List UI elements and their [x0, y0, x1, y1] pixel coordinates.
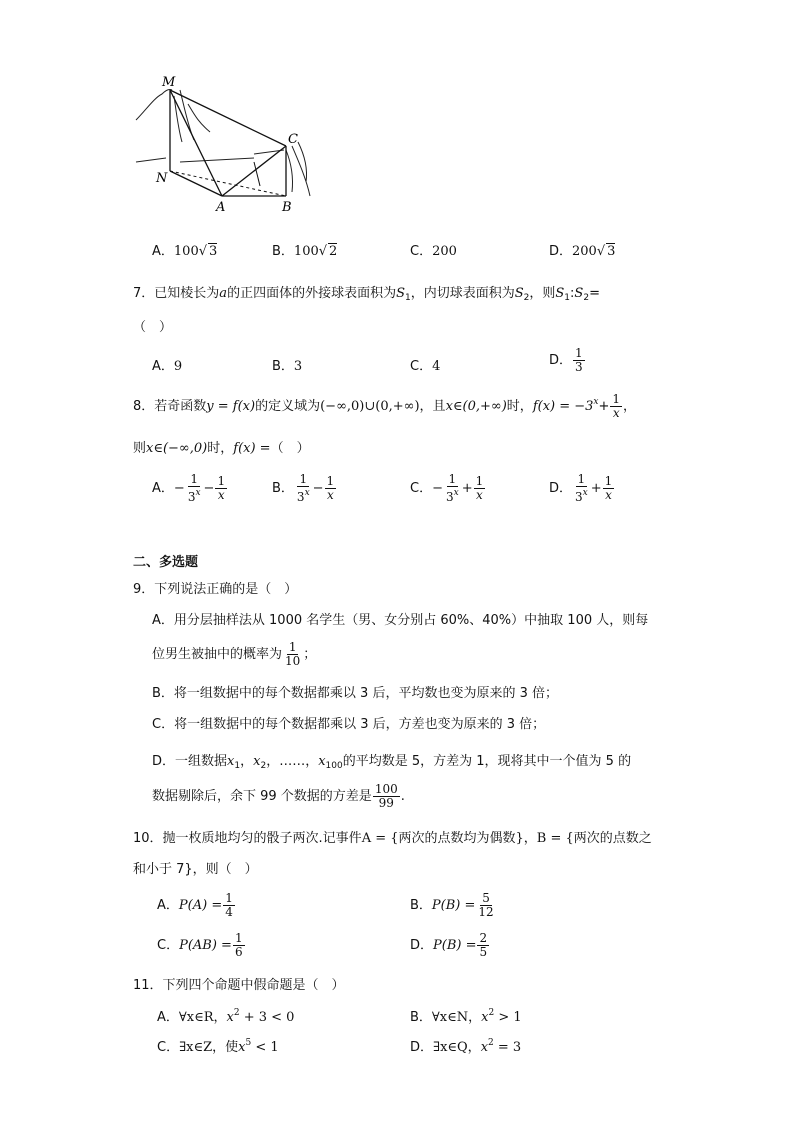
q8-stem-line1: 8．若奇函数y = f(x)的定义域为(−∞,0)∪(0,+∞)，且x∈(0,+∞)时，$f(x) = -3^x+$ $\frac{1}{x}$ ，	[133, 392, 637, 420]
geometry-figure	[128, 70, 328, 215]
q6-option-c[interactable]: C．200	[410, 244, 457, 259]
fraction: $\frac{1}{3}$	[575, 346, 583, 374]
option-letter: A．	[152, 244, 174, 259]
section-title: 二、多选题	[133, 555, 199, 570]
fraction: $\frac{1}{x}$	[612, 392, 621, 420]
q6-option-a[interactable]: A．100√ 3	[152, 244, 218, 259]
label-A: A	[216, 200, 226, 215]
q11-option-c[interactable]: C．∃x∈Z，使$x^5 < 1$	[157, 1038, 279, 1055]
q10-stem-line1: 10．抛一枚质地均匀的骰子两次.记事件A = {两次的点数均为偶数}，B = {两次的点数之	[133, 831, 652, 846]
q10-option-b[interactable]: B．P(B) = $\frac{5}{12}$	[410, 891, 494, 919]
option-letter: C．	[410, 244, 433, 259]
horizon-line	[136, 150, 284, 162]
q8-option-a[interactable]: A．− $\frac{1}{3^x}$ − $\frac{1}{x}$	[152, 472, 226, 504]
q11-option-b[interactable]: B．∀x∈N，$x^2 > 1$	[410, 1008, 522, 1025]
q10-option-d[interactable]: D．P(B) = $\frac{2}{5}$	[410, 931, 488, 959]
q7-paren: （ ）	[133, 320, 173, 335]
q7-option-d[interactable]: D． $\frac{1}{3}$	[549, 346, 583, 374]
label-M: M	[162, 75, 176, 90]
label-C: C	[288, 132, 298, 147]
label-N: N	[156, 171, 168, 186]
sqrt-symbol: √	[318, 244, 328, 259]
q9-option-d-line1[interactable]: D．一组数据$x_1$，$x_2$，……，$x_{100}$的平均数是 5，方差为 1，现将其中一个值为 5 的	[152, 754, 632, 771]
q7-option-a[interactable]: A．9	[152, 359, 183, 374]
q11-option-a[interactable]: A．∀x∈R，$x^2 + 3 < 0$	[157, 1008, 295, 1025]
q11-stem: 11．下列四个命题中假命题是（ ）	[133, 978, 345, 993]
q9-stem: 9．下列说法正确的是（ ）	[133, 582, 298, 597]
q7-stem: 7．已知棱长为a的正四面体的外接球表面积为$S_1$，内切球表面积为$S_2$，则$S_1:S_2=$	[133, 286, 600, 303]
q9-option-b[interactable]: B．将一组数据中的每个数据都乘以 3 后，平均数也变为原来的 3 倍；	[152, 686, 558, 701]
q8-option-d[interactable]: D． $\frac{1}{3^x}$ + $\frac{1}{x}$	[549, 472, 613, 504]
q8-option-c[interactable]: C．− $\frac{1}{3^x}$ + $\frac{1}{x}$	[410, 472, 484, 504]
option-letter: D．	[549, 244, 573, 259]
q10-option-c[interactable]: C．P(AB) = $\frac{1}{6}$	[157, 931, 243, 959]
q8-option-b[interactable]: B． $\frac{1}{3^x}$ − $\frac{1}{x}$	[272, 472, 335, 504]
right-cliff-sketch	[286, 142, 310, 196]
q6-option-d[interactable]: D．200√ 3	[549, 244, 616, 259]
q9-option-c[interactable]: C．将一组数据中的每个数据都乘以 3 后，方差也变为原来的 3 倍；	[152, 717, 546, 732]
sqrt-symbol: √	[198, 244, 208, 259]
q11-option-d[interactable]: D．∃x∈Q，$x^2 = 3$	[410, 1038, 522, 1055]
q7-option-b[interactable]: B．3	[272, 359, 303, 374]
q9-option-a-line1[interactable]: A．用分层抽样法从 1000 名学生（男、女分别占 60%、40%）中抽取 100 人，则每	[152, 613, 649, 628]
q9-option-a-line2: 位男生被抽中的概率为 $\frac{1}{10}$ ；	[152, 640, 317, 668]
q8-stem-line2: 则x∈(−∞,0)时，f(x) =（ ）	[133, 441, 310, 456]
q7-option-c[interactable]: C．4	[410, 359, 441, 374]
q10-stem-line2: 和小于 7}，则（ ）	[133, 862, 258, 877]
label-B: B	[282, 200, 292, 215]
option-letter: B．	[272, 244, 294, 259]
sqrt-symbol: √	[596, 244, 606, 259]
q9-option-d-line2: 数据剔除后，余下 99 个数据的方差是 $\frac{100}{99}$ .	[152, 782, 405, 810]
left-cliff-sketch	[136, 89, 172, 120]
q6-option-b[interactable]: B．100√ 2	[272, 244, 338, 259]
q10-option-a[interactable]: A．P(A) = $\frac{1}{4}$	[157, 891, 233, 919]
